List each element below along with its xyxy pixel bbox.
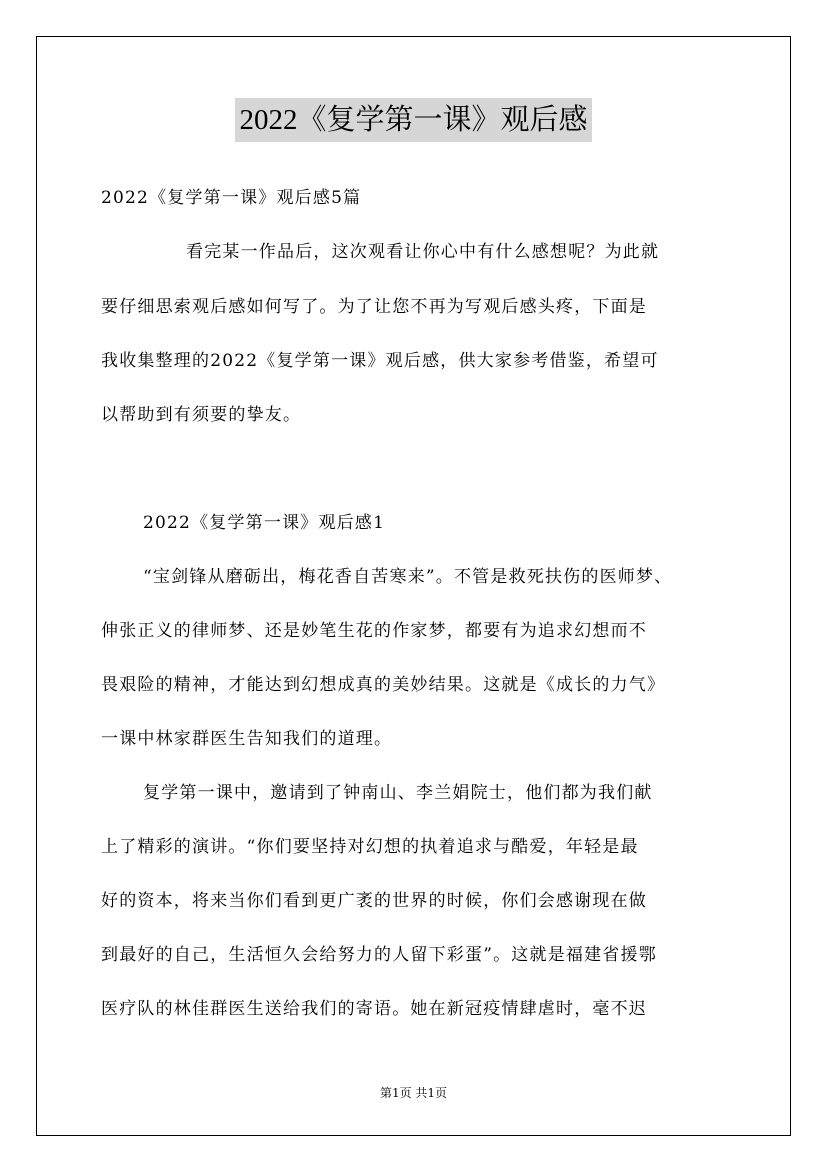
paragraph-line: 好的资本，将来当你们看到更广袤的世界的时候，你们会感谢现在做 (101, 891, 647, 911)
document-title-text: 2022《复学第一课》观后感 (235, 98, 591, 142)
paragraph-line: “宝剑锋从磨砺出，梅花香自苦寒来”。不管是救死扶伤的医师梦、 (143, 567, 673, 587)
page-footer: 第1页 共1页 (379, 1086, 448, 1100)
intro-line: 我收集整理的2022《复学第一课》观后感，供大家参考借鉴，希望可 (101, 351, 659, 371)
paragraph-line: 复学第一课中，邀请到了钟南山、李兰娟院士，他们都为我们献 (143, 783, 653, 803)
document-title (0, 98, 827, 142)
paragraph-line: 伸张正义的律师梦、还是妙笔生花的作家梦，都要有为追求幻想而不 (101, 621, 647, 641)
section-heading: 2022《复学第一课》观后感1 (143, 513, 386, 533)
paragraph-line: 上了精彩的演讲。“你们要坚持对幻想的执着追求与酷爱，年轻是最 (101, 837, 639, 857)
intro-line: 要仔细思索观后感如何写了。为了让您不再为写观后感头疼，下面是 (101, 297, 647, 317)
intro-line: 看完某一作品后，这次观看让你心中有什么感想呢？为此就 (186, 242, 660, 262)
paragraph-line: 医疗队的林佳群医生送给我们的寄语。她在新冠疫情肆虐时，毫不迟 (101, 999, 647, 1019)
paragraph-line: 畏艰险的精神，才能达到幻想成真的美妙结果。这就是《成长的力气》 (101, 675, 666, 695)
document-subtitle: 2022《复学第一课》观后感5篇 (101, 188, 362, 208)
intro-line: 以帮助到有须要的挚友。 (101, 405, 302, 425)
paragraph-line: 到最好的自己，生活恒久会给努力的人留下彩蛋”。这就是福建省援鄂 (101, 945, 657, 965)
paragraph-line: 一课中林家群医生告知我们的道理。 (101, 729, 393, 749)
